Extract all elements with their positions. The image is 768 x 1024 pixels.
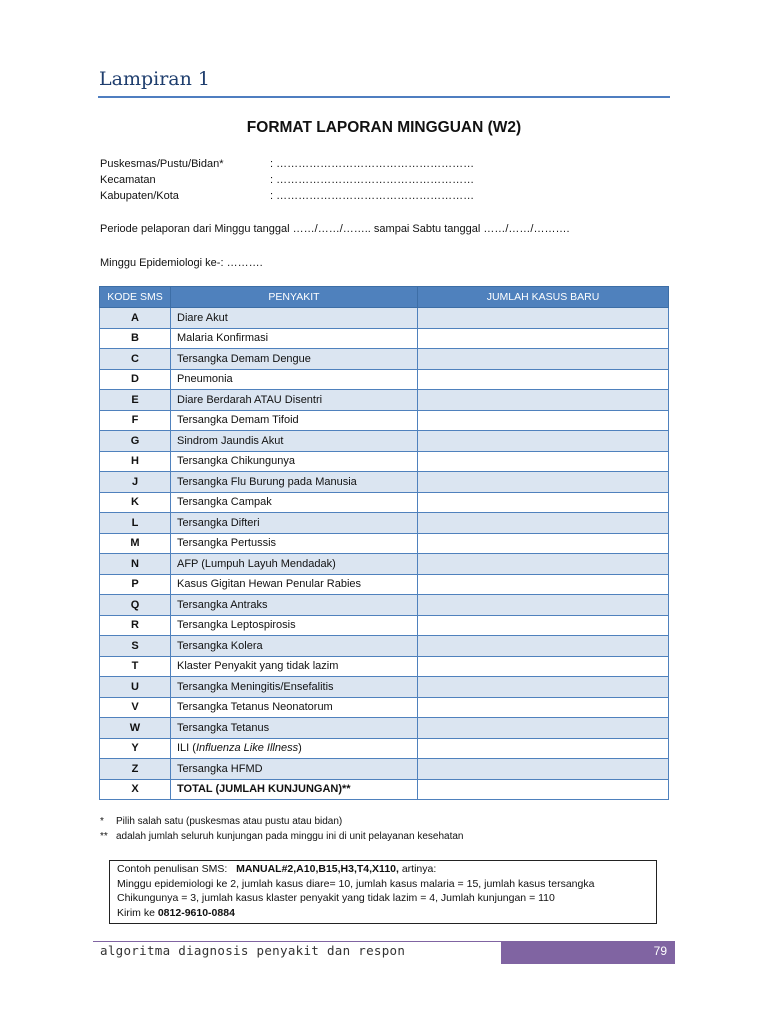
sms-code-cell: C [100,349,171,370]
disease-cell: Diare Akut [171,308,418,329]
sms-code-cell: W [100,718,171,739]
new-cases-input-cell [418,656,669,677]
table-row [100,636,669,657]
sms-code-cell: Y [100,738,171,759]
table-row [100,349,669,370]
new-cases-input-cell [418,410,669,431]
footer-rule [93,941,501,942]
footnote-text: adalah jumlah seluruh kunjungan pada minggu ini di unit pelayanan kesehatan [116,831,464,842]
sms-code-cell: H [100,451,171,472]
table-row [100,779,669,800]
disease-cell: Tersangka Flu Burung pada Manusia [171,472,418,493]
table-row [100,718,669,739]
sms-code-cell: Q [100,595,171,616]
footnote-text: Pilih salah satu (puskesmas atau pustu atau bidan) [116,816,343,827]
new-cases-input-cell [418,554,669,575]
send-label: Kirim ke [117,906,158,919]
disease-cell: AFP (Lumpuh Layuh Mendadak) [171,554,418,575]
field-label: Kabupaten/Kota [100,190,179,202]
sms-code-cell: K [100,492,171,513]
field-value: : ……………………………………………… [270,158,475,170]
sms-code-cell: E [100,390,171,411]
disease-cell: Tersangka Meningitis/Ensefalitis [171,677,418,698]
disease-cell: Tersangka HFMD [171,759,418,780]
disease-prefix: ILI ( [177,742,196,755]
sms-example-line-4 [117,907,649,922]
sms-code-cell: N [100,554,171,575]
new-cases-input-cell [418,779,669,800]
table-row [100,595,669,616]
table-header-row [100,287,669,308]
table-row [100,390,669,411]
sms-code-cell: A [100,308,171,329]
sms-example-line-3: Chikungunya = 3, jumlah kasus klaster penyakit yang tidak lazim = 4, Jumlah kunjungan = 110 [117,892,555,904]
sms-code-cell: R [100,615,171,636]
footnote-mark: ** [100,831,108,842]
sms-code-cell: X [100,779,171,800]
disease-cell: TOTAL (JUMLAH KUNJUNGAN)** [171,779,418,800]
new-cases-input-cell [418,718,669,739]
sms-example-intro: Contoh penulisan SMS: [117,863,228,875]
sms-code-cell: L [100,513,171,534]
phone-number: 0812-9610-0884 [157,906,235,919]
page-title: FORMAT LAPORAN MINGGUAN (W2) [246,119,522,136]
new-cases-input-cell [418,533,669,554]
disease-cell: Pneumonia [171,369,418,390]
disease-cell: Tersangka Difteri [171,513,418,534]
new-cases-input-cell [418,328,669,349]
sms-example-line-1 [117,863,649,878]
disease-cell: Sindrom Jaundis Akut [171,431,418,452]
footnote-2 [100,831,463,846]
new-cases-input-cell [418,492,669,513]
disease-cell: Tersangka Tetanus Neonatorum [171,697,418,718]
table-row [100,656,669,677]
sms-code-cell: F [100,410,171,431]
sms-code-cell: J [100,472,171,493]
new-cases-input-cell [418,636,669,657]
new-cases-input-cell [418,369,669,390]
sms-code-cell: B [100,328,171,349]
disease-cell: Malaria Konfirmasi [171,328,418,349]
new-cases-input-cell [418,431,669,452]
sms-code-cell: G [100,431,171,452]
sms-code-cell: Z [100,759,171,780]
disease-cell: Tersangka Campak [171,492,418,513]
table-row [100,431,669,452]
field-label: Puskesmas/Pustu/Bidan* [100,158,224,170]
disease-cell: Kasus Gigitan Hewan Penular Rabies [171,574,418,595]
disease-cell: Tersangka Tetanus [171,718,418,739]
sms-example-box [109,860,657,924]
new-cases-input-cell [418,595,669,616]
disease-cell: Tersangka Demam Dengue [171,349,418,370]
disease-cell: Tersangka Demam Tifoid [171,410,418,431]
reporting-period: Periode pelaporan dari Minggu tanggal ……/……/…….. sampai Sabtu tanggal ……/……/………. [100,223,570,235]
appendix-label: Lampiran 1 [99,68,210,90]
disease-report-table [99,286,669,800]
new-cases-input-cell [418,472,669,493]
table-row [100,369,669,390]
table-row [100,472,669,493]
disease-cell: Diare Berdarah ATAU Disentri [171,390,418,411]
footer-text: algoritma diagnosis penyakit dan respon [100,943,406,958]
sms-code-cell: M [100,533,171,554]
field-value: : ……………………………………………… [270,190,475,202]
footnote-1 [100,816,463,831]
footnotes [100,816,463,846]
footnote-mark: * [100,816,104,827]
sms-example-artinya: artinya: [398,863,437,875]
sms-example-line-2: Minggu epidemiologi ke 2, jumlah kasus diare= 10, jumlah kasus malaria = 15, jumlah kasus tersangka [117,877,595,890]
sms-code-cell: P [100,574,171,595]
table-row [100,615,669,636]
new-cases-input-cell [418,677,669,698]
page-number: 79 [653,944,667,958]
table-body [100,308,669,800]
sms-code-cell: D [100,369,171,390]
disease-cell: Tersangka Pertussis [171,533,418,554]
table-row [100,410,669,431]
sms-code-cell: V [100,697,171,718]
new-cases-input-cell [418,349,669,370]
table-row [100,451,669,472]
appendix-rule [98,96,670,98]
disease-cell: Klaster Penyakit yang tidak lazim [171,656,418,677]
table-row [100,308,669,329]
new-cases-input-cell [418,759,669,780]
disease-cell: Tersangka Kolera [171,636,418,657]
table-row [100,574,669,595]
table-row [100,492,669,513]
disease-cell: Tersangka Leptospirosis [171,615,418,636]
table-row [100,513,669,534]
sms-code-cell: S [100,636,171,657]
table-row [100,554,669,575]
sms-code-cell: T [100,656,171,677]
new-cases-input-cell [418,513,669,534]
table-row [100,677,669,698]
page-number-box [501,941,675,964]
sms-example-code: MANUAL#2,A10,B15,H3,T4,X110, [236,863,399,875]
disease-cell [171,738,418,759]
header-new-cases: JUMLAH KASUS BARU [418,287,669,308]
table-row [100,697,669,718]
epidemiology-week: Minggu Epidemiologi ke-: ………. [100,257,263,269]
new-cases-input-cell [418,308,669,329]
table-row [100,533,669,554]
disease-cell: Tersangka Chikungunya [171,451,418,472]
sms-code-cell: U [100,677,171,698]
new-cases-input-cell [418,451,669,472]
field-label: Kecamatan [100,174,156,186]
table-row [100,759,669,780]
new-cases-input-cell [418,390,669,411]
new-cases-input-cell [418,697,669,718]
header-disease: PENYAKIT [171,287,418,308]
new-cases-input-cell [418,574,669,595]
disease-suffix: ) [298,742,302,755]
field-value: : ……………………………………………… [270,174,475,186]
disease-italic: Influenza Like Illness [195,742,299,755]
new-cases-input-cell [418,615,669,636]
new-cases-input-cell [418,738,669,759]
table-row [100,738,669,759]
disease-cell: Tersangka Antraks [171,595,418,616]
header-sms-code: KODE SMS [100,287,171,308]
table-row [100,328,669,349]
